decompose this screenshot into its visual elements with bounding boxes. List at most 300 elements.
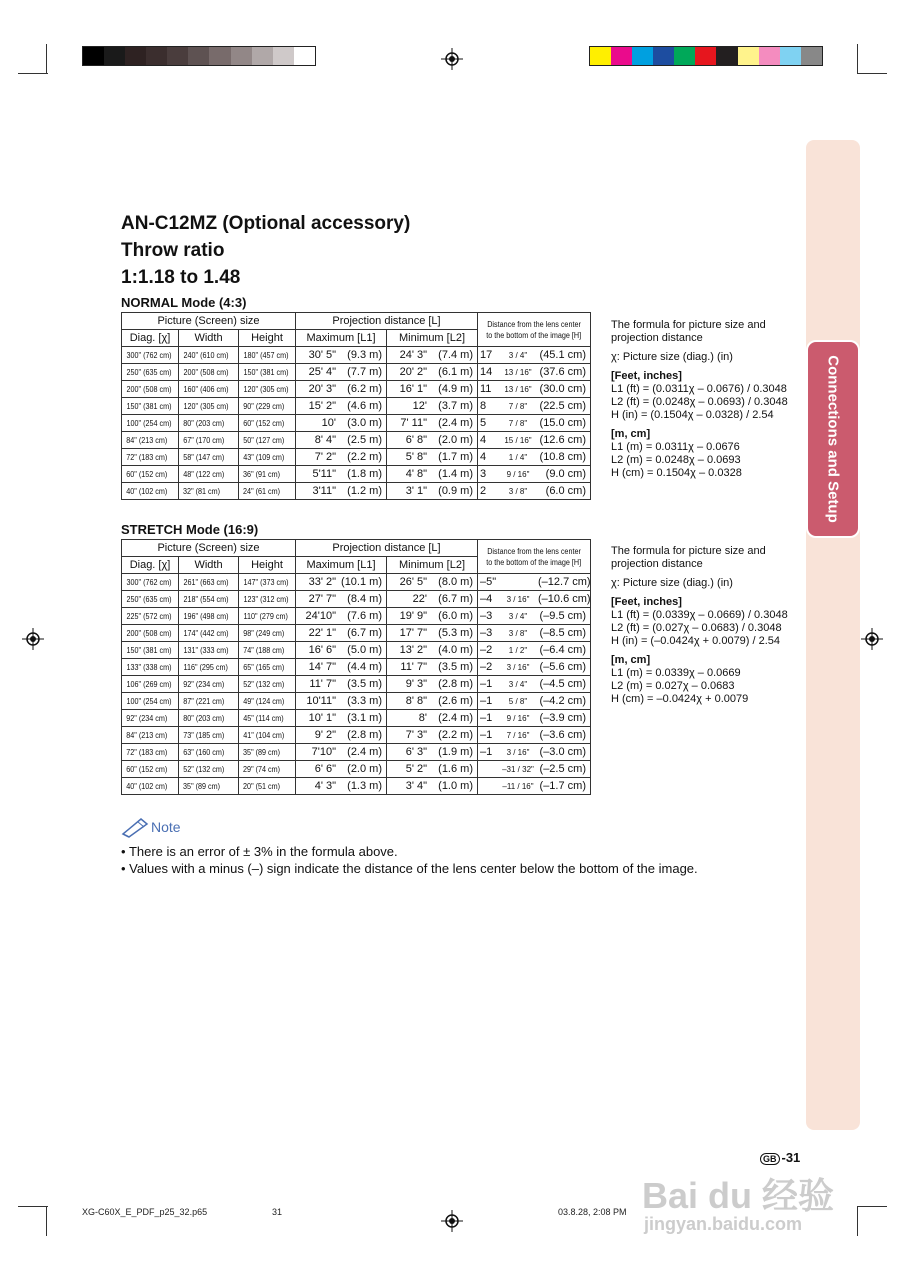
cell-min-ft: 8' 8"	[405, 695, 427, 707]
cell-h-cm: (–5.6 cm)	[539, 661, 586, 673]
header-distance-line2: to the bottom of the image [H]	[486, 330, 582, 340]
cell-width: 48" (122 cm)	[183, 470, 225, 479]
color-swatch	[273, 47, 294, 65]
cell-height: 110" (279 cm)	[243, 612, 288, 621]
cell-max-ft: 10'11"	[306, 695, 336, 707]
cell-h-in: –1	[480, 729, 493, 741]
cell-height: 43" (109 cm)	[243, 453, 285, 462]
cell-height: 24" (61 cm)	[243, 487, 281, 496]
cell-h-frac: 3 / 4"	[508, 612, 528, 621]
cell-diag: 300" (762 cm)	[126, 351, 172, 360]
cell-h-in: 8	[480, 400, 487, 412]
crop-mark	[857, 1206, 887, 1207]
registration-mark-icon	[441, 48, 463, 70]
color-swatch	[738, 47, 759, 65]
cell-h-cm: (–8.5 cm)	[539, 627, 586, 639]
cell-height: 180" (457 cm)	[243, 351, 289, 360]
cell-max-ft: 4' 3"	[314, 780, 336, 792]
footer-page: 31	[272, 1207, 283, 1217]
table-row	[122, 347, 591, 364]
cell-max-ft: 10'	[321, 417, 336, 429]
cell-min-ft: 9' 3"	[405, 678, 427, 690]
cell-min-ft: 22'	[412, 593, 427, 605]
cell-width: 63" (160 cm)	[183, 748, 225, 757]
cell-max-m: (2.8 m)	[347, 729, 382, 741]
cell-h-frac: 1 / 4"	[508, 453, 528, 462]
cell-min-m: (3.7 m)	[438, 400, 473, 412]
cell-width: 120" (305 cm)	[183, 402, 229, 411]
cell-max-m: (2.5 m)	[347, 434, 382, 446]
formula-l2-feet: L2 (ft) = (0.027χ – 0.0683) / 0.3048	[611, 622, 782, 634]
cell-min-ft: 6' 3"	[405, 746, 427, 758]
header-distance-line1: Distance from the lens center	[487, 319, 581, 329]
header-width: Width	[179, 330, 239, 347]
cell-height: 20" (51 cm)	[243, 782, 281, 791]
table-row	[122, 744, 591, 761]
cell-h-frac: 3 / 8"	[508, 487, 528, 496]
metric-heading: [m, cm]	[611, 654, 651, 666]
cell-min-m: (2.4 m)	[438, 417, 473, 429]
cell-min-m: (2.8 m)	[438, 678, 473, 690]
cell-h-frac: 3 / 16"	[506, 748, 530, 757]
cell-width: 218" (554 cm)	[183, 595, 229, 604]
cell-h-frac: –31 / 32"	[502, 765, 534, 774]
cell-min-ft: 8'	[418, 712, 427, 724]
cell-h-frac: 3 / 4"	[508, 351, 528, 360]
header-picture-size: Picture (Screen) size	[122, 313, 296, 330]
cell-h-frac: 9 / 16"	[506, 470, 530, 479]
page-number-value: -31	[781, 1150, 801, 1165]
cell-h-cm: (9.0 cm)	[545, 468, 586, 480]
feet-heading: [Feet, inches]	[611, 370, 682, 382]
side-tab-background	[806, 140, 860, 1130]
cell-min-m: (6.0 m)	[438, 610, 473, 622]
cell-width: 200" (508 cm)	[183, 368, 229, 377]
cell-min-ft: 6' 8"	[405, 434, 427, 446]
cell-h-frac: 9 / 16"	[506, 714, 530, 723]
header-height: Height	[239, 557, 296, 574]
cell-min-m: (6.7 m)	[438, 593, 473, 605]
cell-height: 147" (373 cm)	[243, 578, 289, 587]
cell-min-ft: 24' 3"	[399, 349, 427, 361]
cell-max-ft: 8' 4"	[314, 434, 336, 446]
cell-diag: 60" (152 cm)	[126, 470, 168, 479]
cell-width: 58" (147 cm)	[183, 453, 225, 462]
cell-h-frac: –11 / 16"	[502, 782, 534, 791]
cell-h-in: 14	[480, 366, 493, 378]
stretch-formula-block	[611, 545, 788, 706]
header-diag: Diag. [χ]	[122, 557, 179, 574]
cell-min-m: (2.4 m)	[438, 712, 473, 724]
cell-min-ft: 16' 1"	[399, 383, 427, 395]
stretch-mode-table	[121, 539, 591, 795]
cell-min-ft: 5' 2"	[405, 763, 427, 775]
cell-h-frac: 13 / 16"	[504, 385, 532, 394]
cell-height: 35" (89 cm)	[243, 748, 281, 757]
cell-h-in: –1	[480, 712, 493, 724]
table-row	[122, 381, 591, 398]
cell-diag: 250" (635 cm)	[126, 595, 172, 604]
table-row	[122, 483, 591, 500]
color-swatch	[611, 47, 632, 65]
page-title-throw-ratio: Throw ratio	[121, 240, 225, 261]
cell-max-ft: 5'11"	[312, 468, 336, 480]
formula-l2-feet: L2 (ft) = (0.0248χ – 0.0693) / 0.3048	[611, 396, 788, 408]
cell-diag: 40" (102 cm)	[126, 782, 168, 791]
cell-height: 49" (124 cm)	[243, 697, 285, 706]
cell-width: 73" (185 cm)	[183, 731, 225, 740]
cell-max-ft: 9' 2"	[314, 729, 336, 741]
table-row	[122, 574, 591, 591]
cell-height: 45" (114 cm)	[243, 714, 284, 723]
note-bullet-2: • Values with a minus (–) sign indicate the distance of the lens center below the bottom of the image.	[121, 861, 698, 876]
cell-h-frac: 15 / 16"	[504, 436, 532, 445]
watermark-logo: Bai du 经验	[642, 1175, 835, 1216]
normal-mode-table	[121, 312, 591, 500]
cell-h-cm: (–12.7 cm)	[538, 576, 591, 588]
cell-h-cm: (–10.6 cm)	[538, 593, 591, 605]
cell-min-m: (7.4 m)	[438, 349, 473, 361]
cell-h-cm: (37.6 cm)	[539, 366, 586, 378]
cell-h-in: 11	[480, 383, 492, 395]
table-row	[122, 642, 591, 659]
cell-h-in: –1	[480, 695, 493, 707]
header-width: Width	[179, 557, 239, 574]
cell-h-in: 3	[480, 468, 487, 480]
footer-file: XG-C60X_E_PDF_p25_32.p65	[82, 1207, 208, 1217]
cell-max-ft: 3'11"	[312, 485, 336, 497]
cell-h-in: –1	[480, 746, 493, 758]
feet-heading: [Feet, inches]	[611, 596, 682, 608]
cell-max-m: (3.0 m)	[347, 417, 382, 429]
cell-h-in: –3	[480, 627, 493, 639]
formula-title: projection distance	[611, 558, 703, 570]
cell-max-m: (1.2 m)	[347, 485, 382, 497]
cell-max-m: (3.3 m)	[347, 695, 382, 707]
crop-mark	[18, 73, 48, 74]
cell-width: 87" (221 cm)	[183, 697, 225, 706]
cell-diag: 150" (381 cm)	[126, 646, 172, 655]
cell-h-cm: (–1.7 cm)	[539, 780, 586, 792]
cell-width: 240" (610 cm)	[183, 351, 229, 360]
note-text: Values with a minus (–) sign indicate the distance of the lens center below the bottom of the image.	[129, 861, 698, 876]
chi-definition: χ: Picture size (diag.) (in)	[611, 577, 733, 589]
cell-max-ft: 7' 2"	[314, 451, 336, 463]
color-swatch	[188, 47, 209, 65]
cell-min-ft: 17' 7"	[399, 627, 427, 639]
cell-max-m: (7.6 m)	[347, 610, 382, 622]
cell-diag: 200" (508 cm)	[126, 385, 172, 394]
cell-max-m: (5.0 m)	[347, 644, 382, 656]
table-row	[122, 710, 591, 727]
color-bar	[589, 46, 823, 66]
normal-table-body	[122, 347, 591, 500]
header-projection-distance: Projection distance [L]	[296, 540, 478, 557]
table-row	[122, 364, 591, 381]
cell-height: 98" (249 cm)	[243, 629, 285, 638]
header-diag: Diag. [χ]	[122, 330, 179, 347]
color-swatch	[209, 47, 230, 65]
color-swatch	[716, 47, 737, 65]
cell-min-m: (0.9 m)	[438, 485, 473, 497]
cell-width: 67" (170 cm)	[183, 436, 225, 445]
cell-min-m: (5.3 m)	[438, 627, 473, 639]
cell-min-m: (6.1 m)	[438, 366, 473, 378]
color-swatch	[780, 47, 801, 65]
cell-max-m: (2.0 m)	[347, 763, 382, 775]
note-text: There is an error of ± 3% in the formula above.	[128, 844, 398, 859]
cell-min-ft: 19' 9"	[399, 610, 427, 622]
cell-h-cm: (–3.6 cm)	[539, 729, 586, 741]
watermark-url: jingyan.baidu.com	[644, 1214, 803, 1234]
cell-max-m: (4.4 m)	[347, 661, 382, 673]
formula-title: projection distance	[611, 332, 703, 344]
cell-min-m: (1.0 m)	[438, 780, 473, 792]
cell-width: 52" (132 cm)	[183, 765, 225, 774]
crop-mark	[857, 73, 887, 74]
cell-min-ft: 20' 2"	[399, 366, 427, 378]
cell-h-in: 17	[480, 349, 493, 361]
crop-mark	[46, 44, 47, 74]
cell-max-ft: 25' 4"	[308, 366, 336, 378]
cell-h-in: –2	[480, 661, 493, 673]
formula-l2-m: L2 (m) = 0.027χ – 0.0683	[611, 680, 735, 692]
cell-min-ft: 26' 5"	[399, 576, 427, 588]
cell-h-in: 5	[480, 417, 487, 429]
cell-h-in: –3	[480, 610, 493, 622]
color-swatch	[674, 47, 695, 65]
cell-min-ft: 5' 8"	[405, 451, 427, 463]
table-row	[122, 449, 591, 466]
cell-h-in: 2	[480, 485, 487, 497]
stretch-table-body	[122, 574, 591, 795]
gb-badge: GB	[760, 1153, 780, 1165]
cell-h-cm: (12.6 cm)	[539, 434, 586, 446]
cell-min-m: (1.4 m)	[438, 468, 473, 480]
formula-h-cm: H (cm) = –0.0424χ + 0.0079	[611, 693, 749, 705]
color-swatch	[759, 47, 780, 65]
cell-min-ft: 4' 8"	[405, 468, 427, 480]
cell-height: 52" (132 cm)	[243, 680, 285, 689]
table-row	[122, 432, 591, 449]
cell-height: 60" (152 cm)	[243, 419, 285, 428]
cell-height: 50" (127 cm)	[243, 436, 285, 445]
cell-max-ft: 11' 7"	[309, 678, 336, 690]
header-minimum: Minimum [L2]	[387, 330, 478, 347]
cell-h-frac: 3 / 16"	[506, 595, 530, 604]
cell-max-m: (3.1 m)	[347, 712, 382, 724]
cell-min-m: (2.2 m)	[438, 729, 473, 741]
cell-max-ft: 6' 6"	[314, 763, 336, 775]
table-row	[122, 693, 591, 710]
cell-min-m: (4.0 m)	[438, 644, 473, 656]
header-picture-size: Picture (Screen) size	[122, 540, 296, 557]
header-distance-line2: to the bottom of the image [H]	[486, 557, 582, 567]
cell-diag: 200" (508 cm)	[126, 629, 172, 638]
cell-h-frac: 1 / 2"	[508, 646, 528, 655]
cell-min-m: (4.9 m)	[438, 383, 473, 395]
page-title-ratio-value: 1:1.18 to 1.48	[121, 267, 241, 288]
formula-h-cm: H (cm) = 0.1504χ – 0.0328	[611, 467, 742, 479]
cell-h-cm: (6.0 cm)	[545, 485, 586, 497]
crop-mark	[857, 44, 858, 74]
cell-diag: 133" (338 cm)	[126, 663, 172, 672]
cell-h-cm: (22.5 cm)	[539, 400, 586, 412]
color-swatch	[801, 47, 822, 65]
cell-h-frac: 7 / 8"	[508, 402, 528, 411]
cell-min-ft: 11' 7"	[400, 661, 427, 673]
cell-width: 35" (89 cm)	[183, 782, 221, 791]
cell-min-m: (8.0 m)	[438, 576, 473, 588]
cell-max-m: (1.8 m)	[347, 468, 382, 480]
table-row	[122, 415, 591, 432]
cell-h-cm: (–6.4 cm)	[539, 644, 586, 656]
cell-height: 74" (188 cm)	[243, 646, 285, 655]
cell-min-ft: 13' 2"	[399, 644, 427, 656]
cell-diag: 84" (213 cm)	[126, 731, 168, 740]
cell-h-frac: 3 / 16"	[506, 663, 530, 672]
cell-width: 80" (203 cm)	[183, 714, 225, 723]
stretch-mode-heading: STRETCH Mode (16:9)	[121, 522, 259, 537]
color-swatch	[104, 47, 125, 65]
cell-max-m: (6.2 m)	[347, 383, 382, 395]
cell-max-ft: 10' 1"	[308, 712, 336, 724]
color-swatch	[695, 47, 716, 65]
cell-h-cm: (–2.5 cm)	[539, 763, 586, 775]
table-row	[122, 778, 591, 795]
cell-h-in: –4	[480, 593, 493, 605]
cell-height: 120" (305 cm)	[243, 385, 289, 394]
cell-h-in: –5"	[480, 576, 497, 588]
cell-h-in: 4	[480, 451, 487, 463]
color-swatch	[231, 47, 252, 65]
cell-diag: 300" (762 cm)	[126, 578, 172, 587]
cell-diag: 250" (635 cm)	[126, 368, 172, 377]
cell-h-frac: 7 / 8"	[508, 419, 528, 428]
cell-diag: 225" (572 cm)	[126, 612, 172, 621]
color-swatch	[590, 47, 611, 65]
cell-height: 90" (229 cm)	[243, 402, 285, 411]
chi-definition: χ: Picture size (diag.) (in)	[611, 351, 733, 363]
cell-h-frac: 3 / 4"	[508, 680, 528, 689]
table-row	[122, 761, 591, 778]
table-row	[122, 676, 591, 693]
cell-h-cm: (10.8 cm)	[539, 451, 586, 463]
cell-diag: 92" (234 cm)	[126, 714, 168, 723]
cell-max-m: (4.6 m)	[347, 400, 382, 412]
cell-min-ft: 7' 3"	[405, 729, 427, 741]
side-tab-connections	[806, 340, 860, 538]
cell-width: 92" (234 cm)	[183, 680, 225, 689]
formula-l1-feet: L1 (ft) = (0.0311χ – 0.0676) / 0.3048	[611, 383, 787, 395]
cell-diag: 60" (152 cm)	[126, 765, 168, 774]
cell-diag: 150" (381 cm)	[126, 402, 172, 411]
cell-h-frac: 3 / 8"	[508, 629, 528, 638]
note-label: Note	[151, 819, 181, 835]
cell-h-in: –1	[480, 678, 493, 690]
cell-h-cm: (–4.5 cm)	[539, 678, 586, 690]
metric-heading: [m, cm]	[611, 428, 651, 440]
crop-mark	[46, 1206, 47, 1236]
color-swatch	[653, 47, 674, 65]
cell-width: 261" (663 cm)	[183, 578, 229, 587]
cell-height: 65" (165 cm)	[243, 663, 285, 672]
crop-mark	[18, 1206, 48, 1207]
table-row	[122, 625, 591, 642]
color-swatch	[252, 47, 273, 65]
header-distance-lens	[478, 313, 591, 347]
formula-title: The formula for picture size and	[611, 545, 766, 557]
cell-height: 29" (74 cm)	[243, 765, 281, 774]
color-swatch	[125, 47, 146, 65]
cell-max-m: (10.1 m)	[341, 576, 382, 588]
cell-width: 174" (442 cm)	[183, 629, 229, 638]
cell-min-ft: 3' 4"	[405, 780, 427, 792]
cell-max-ft: 20' 3"	[308, 383, 336, 395]
header-distance-line1: Distance from the lens center	[487, 546, 581, 556]
pencil-note-icon	[121, 816, 151, 838]
header-projection-distance: Projection distance [L]	[296, 313, 478, 330]
cell-min-m: (1.6 m)	[438, 763, 473, 775]
header-maximum: Maximum [L1]	[296, 330, 387, 347]
cell-width: 160" (406 cm)	[183, 385, 229, 394]
cell-max-ft: 16' 6"	[308, 644, 336, 656]
table-row	[122, 727, 591, 744]
cell-h-cm: (30.0 cm)	[539, 383, 586, 395]
cell-h-cm: (–3.9 cm)	[539, 712, 586, 724]
cell-h-cm: (–3.0 cm)	[539, 746, 586, 758]
formula-h-inch: H (in) = (0.1504χ – 0.0328) / 2.54	[611, 409, 774, 421]
cell-max-m: (6.7 m)	[347, 627, 382, 639]
cell-max-ft: 27' 7"	[308, 593, 336, 605]
formula-l2-m: L2 (m) = 0.0248χ – 0.0693	[611, 454, 741, 466]
header-height: Height	[239, 330, 296, 347]
cell-max-ft: 22' 1"	[308, 627, 336, 639]
table-row	[122, 659, 591, 676]
cell-height: 123" (312 cm)	[243, 595, 289, 604]
normal-formula-block	[611, 319, 788, 480]
cell-h-frac: 13 / 16"	[504, 368, 532, 377]
cell-width: 116" (295 cm)	[183, 663, 228, 672]
formula-title: The formula for picture size and	[611, 319, 766, 331]
cell-h-frac: 7 / 16"	[506, 731, 530, 740]
table-row	[122, 466, 591, 483]
cell-diag: 106" (269 cm)	[126, 680, 172, 689]
registration-mark-icon	[22, 628, 44, 650]
cell-max-ft: 14' 7"	[308, 661, 336, 673]
formula-l1-feet: L1 (ft) = (0.0339χ – 0.0669) / 0.3048	[611, 609, 788, 621]
normal-mode-heading: NORMAL Mode (4:3)	[121, 295, 247, 310]
cell-h-cm: (15.0 cm)	[539, 417, 586, 429]
cell-width: 131" (333 cm)	[183, 646, 229, 655]
cell-width: 196" (498 cm)	[183, 612, 229, 621]
cell-diag: 40" (102 cm)	[126, 487, 168, 496]
cell-min-m: (2.0 m)	[438, 434, 473, 446]
cell-diag: 72" (183 cm)	[126, 748, 168, 757]
cell-h-cm: (–9.5 cm)	[539, 610, 586, 622]
cell-height: 36" (91 cm)	[243, 470, 281, 479]
cell-height: 150" (381 cm)	[243, 368, 289, 377]
page-title-product: AN-C12MZ (Optional accessory)	[121, 213, 411, 234]
color-swatch	[167, 47, 188, 65]
table-row	[122, 398, 591, 415]
formula-h-inch: H (in) = (–0.0424χ + 0.0079) / 2.54	[611, 635, 781, 647]
note-bullet-1: • There is an error of ± 3% in the formula above.	[121, 844, 398, 859]
crop-mark	[857, 1206, 858, 1236]
cell-diag: 100" (254 cm)	[126, 697, 172, 706]
grayscale-bar	[82, 46, 316, 66]
cell-max-ft: 33' 2"	[308, 576, 336, 588]
